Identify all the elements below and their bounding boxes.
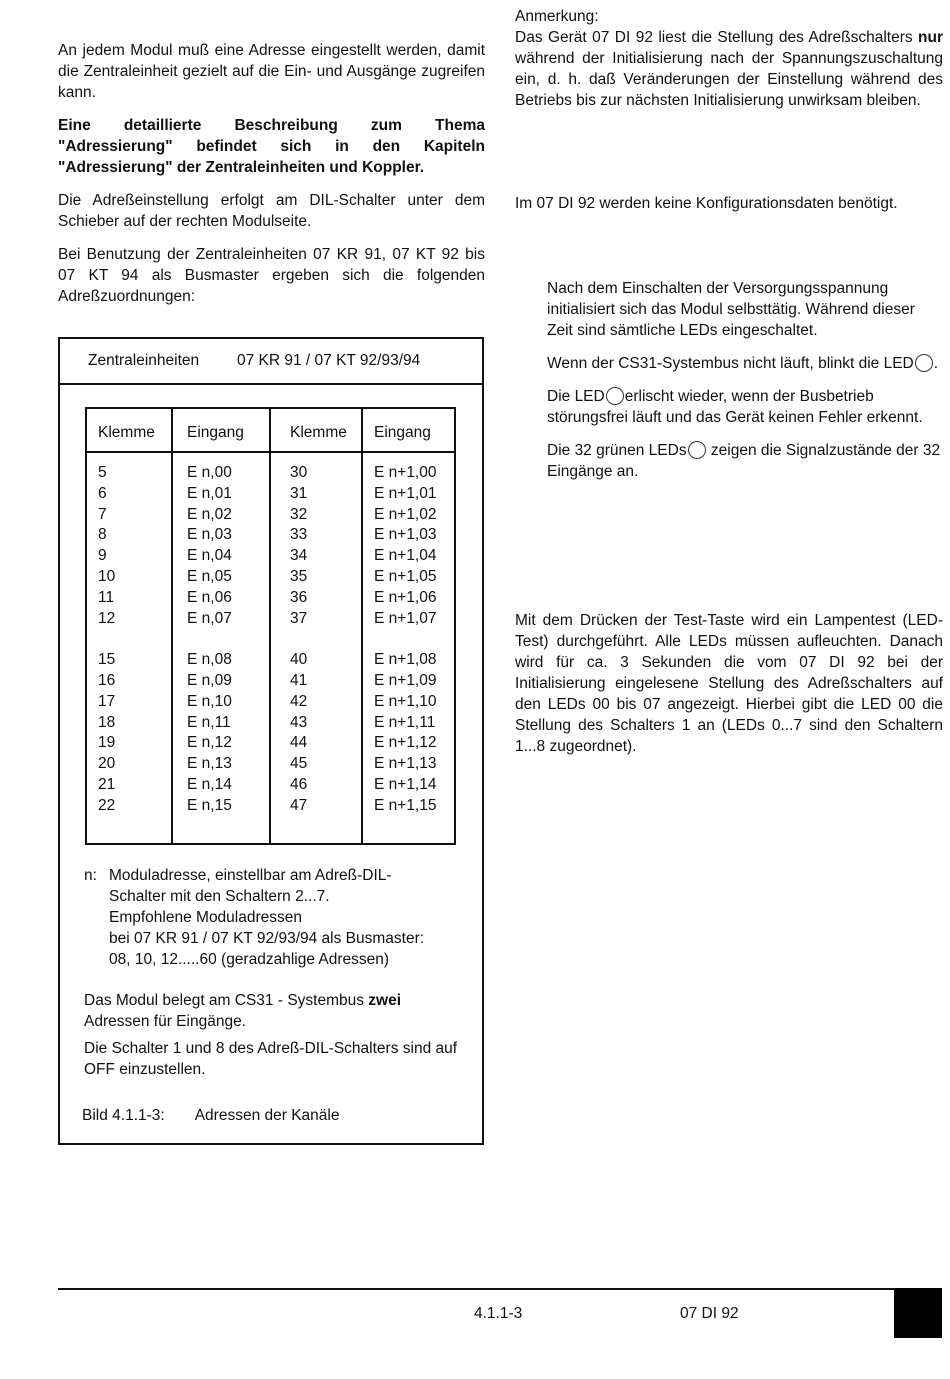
eingang-column-b [374, 463, 436, 817]
chapter-tab-marker [894, 1288, 942, 1338]
figure-header-label: Zentraleinheiten [88, 352, 200, 369]
eingang-cell: E n+1,01 [374, 484, 437, 502]
table-divider [361, 409, 363, 843]
remark-title: Anmerkung: [515, 8, 599, 25]
switch-setting-paragraph: Die Schalter 1 und 8 des Adreß-DIL-Schalters sind auf OFF einzustellen. [84, 1040, 458, 1078]
table-header-klemme: Klemme [98, 424, 155, 441]
eingang-cell: E n,15 [187, 796, 232, 814]
page-number: 4.1.1-3 [474, 1305, 523, 1322]
eingang-cell: E n,14 [187, 775, 232, 793]
eingang-cell: E n,06 [187, 588, 232, 606]
table-header-eingang: Eingang [374, 424, 431, 441]
caption-text: Adressen der Kanäle [194, 1107, 340, 1124]
eingang-cell: E n+1,05 [374, 567, 437, 585]
klemme-cell: 16 [98, 671, 116, 689]
eingang-cell: E n,09 [187, 671, 232, 689]
bus-ok-paragraph [547, 386, 942, 428]
busmaster-paragraph: Bei Benutzung der Zentraleinheiten 07 KR 91, 07 KT 92 bis 07 KT 94 als Busmaster ergeben sich die folgenden Adreßzuordnungen: [58, 246, 485, 305]
figure-header [60, 339, 482, 385]
klemme-cell: 42 [290, 692, 308, 710]
klemme-cell: 5 [98, 464, 107, 481]
figure-header-models: 07 KR 91 / 07 KT 92/93/94 [237, 352, 421, 369]
reference-paragraph: Eine detaillierte Beschreibung zum Thema "Adressierung" befindet sich in den Kapiteln "Adressierung" der Zentraleinheiten und Koppler. [58, 117, 485, 176]
klemme-cell: 44 [290, 734, 308, 752]
klemme-cell: 31 [290, 484, 308, 502]
note-line: Moduladresse, einstellbar am Adreß-DIL- [109, 867, 392, 884]
klemme-cell: 17 [98, 692, 116, 710]
klemme-cell: 18 [98, 713, 116, 731]
eingang-cell: E n+1,15 [374, 796, 437, 814]
init-paragraph: Nach dem Einschalten der Versorgungsspannung initialisiert sich das Modul selbsttätig. Während dieser Zeit sind sämtliche LEDs eingeschaltet. [547, 280, 915, 339]
klemme-cell: 32 [290, 505, 308, 523]
table-divider [171, 409, 173, 843]
document-id: 07 DI 92 [680, 1305, 739, 1322]
klemme-cell: 36 [290, 588, 308, 606]
klemme-cell: 22 [98, 796, 116, 814]
eingang-cell: E n+1,02 [374, 505, 437, 523]
note-line: 08, 10, 12.....60 (geradzahlige Adressen) [109, 951, 390, 968]
eingang-cell: E n+1,07 [374, 609, 437, 627]
led-circle-icon [606, 387, 624, 405]
text-span: Die LED [547, 388, 605, 405]
signal-leds-paragraph [547, 440, 942, 482]
klemme-cell: 11 [98, 588, 115, 606]
eingang-cell: E n,10 [187, 692, 232, 710]
eingang-cell: E n,00 [187, 464, 232, 481]
text-span: Das Modul belegt am CS31 - Systembus [84, 992, 369, 1009]
text-span: Das Gerät 07 DI 92 liest die Stellung des Adreßschalters [515, 29, 919, 46]
klemme-cell: 35 [290, 567, 308, 585]
klemme-cell: 7 [98, 505, 107, 523]
address-table [85, 407, 456, 845]
group-spacer [98, 629, 115, 650]
eingang-cell: E n,07 [187, 609, 232, 627]
group-spacer [187, 629, 232, 650]
eingang-cell: E n,01 [187, 484, 232, 502]
klemme-cell: 21 [98, 775, 116, 793]
klemme-cell: 33 [290, 526, 308, 544]
led-description [547, 278, 942, 494]
klemme-cell: 41 [290, 671, 308, 689]
footer-rule [58, 1288, 894, 1290]
bus-led-paragraph [547, 353, 942, 374]
module-address-note [84, 865, 474, 970]
klemme-column-b [290, 463, 307, 817]
klemme-cell: 43 [290, 713, 308, 731]
klemme-cell: 40 [290, 651, 308, 669]
text-span: während der Initialisierung nach der Spannungszuschaltung ein, d. h. daß Veränderungen der Einstellung während des Betriebs bis zur nächsten Initialisierung unwirksam bleiben. [515, 50, 943, 109]
text-span: . [933, 355, 939, 372]
figure-notes [84, 865, 474, 1080]
note-line: Empfohlene Moduladressen [109, 909, 303, 926]
eingang-cell: E n,13 [187, 755, 232, 773]
led-circle-icon [688, 441, 706, 459]
group-spacer [290, 629, 307, 650]
figure-caption [82, 1105, 339, 1126]
eingang-cell: E n+1,06 [374, 588, 437, 606]
note-label: n: [84, 867, 97, 884]
remark-section [515, 6, 943, 111]
address-figure [58, 337, 484, 1145]
eingang-cell: E n+1,04 [374, 547, 437, 565]
emphasis-span: zwei [368, 992, 402, 1009]
eingang-cell: E n,02 [187, 505, 232, 523]
klemme-column-a [98, 463, 115, 817]
eingang-cell: E n+1,11 [374, 713, 436, 731]
text-span: Adressen für Eingänge. [84, 1013, 246, 1030]
klemme-cell: 10 [98, 567, 116, 585]
klemme-cell: 19 [98, 734, 116, 752]
eingang-cell: E n,12 [187, 734, 232, 752]
text-span: zeigen die Signalzustände der 32 Eingänge an. [547, 442, 941, 480]
klemme-cell: 45 [290, 755, 308, 773]
table-header-rule [87, 451, 454, 453]
text-span: erlischt wieder, wenn der Busbetrieb störungsfrei läuft und das Gerät keinen Fehler erkennt. [547, 388, 923, 426]
address-usage-paragraph [84, 990, 474, 1032]
text-span: Die 32 grünen LEDs [547, 442, 687, 459]
eingang-cell: E n+1,13 [374, 755, 437, 773]
table-header-klemme: Klemme [290, 424, 347, 441]
eingang-cell: E n+1,14 [374, 775, 437, 793]
intro-paragraph: An jedem Modul muß eine Adresse eingestellt werden, damit die Zentraleinheit gezielt auf die Ein- und Ausgänge zugreifen kann. [58, 42, 485, 101]
klemme-cell: 15 [98, 651, 116, 669]
eingang-cell: E n,04 [187, 547, 232, 565]
klemme-cell: 47 [290, 796, 308, 814]
klemme-cell: 8 [98, 526, 107, 544]
dil-switch-paragraph: Die Adreßeinstellung erfolgt am DIL-Schalter unter dem Schieber auf der rechten Modulseite. [58, 192, 485, 230]
klemme-cell: 46 [290, 775, 308, 793]
note-line: Schalter mit den Schaltern 2...7. [109, 888, 330, 905]
eingang-cell: E n,08 [187, 651, 232, 669]
eingang-cell: E n,03 [187, 526, 232, 544]
eingang-cell: E n,05 [187, 567, 232, 585]
klemme-cell: 6 [98, 484, 107, 502]
text-span: Wenn der CS31-Systembus nicht läuft, blinkt die LED [547, 355, 914, 372]
configuration-paragraph: Im 07 DI 92 werden keine Konfigurationsdaten benötigt. [515, 195, 898, 212]
group-spacer [374, 629, 436, 650]
eingang-column-a [187, 463, 232, 817]
eingang-cell: E n+1,12 [374, 734, 437, 752]
eingang-cell: E n+1,08 [374, 651, 437, 669]
eingang-cell: E n+1,09 [374, 671, 437, 689]
klemme-cell: 37 [290, 609, 308, 627]
klemme-cell: 9 [98, 547, 107, 565]
table-divider [269, 409, 271, 843]
note-line: bei 07 KR 91 / 07 KT 92/93/94 als Busmaster: [109, 930, 425, 947]
led-test-paragraph: Mit dem Drücken der Test-Taste wird ein Lampentest (LED-Test) durchgeführt. Alle LEDs müssen aufleuchten. Danach wird für ca. 3 Sekunden die vom 07 DI 92 bei der Initialisierung eingelesene Stellung des Adreßschalters auf den LEDs 00 bis 07 angezeigt. Hierbei gibt die LED 00 die Stellung des Schalters 1 an (LEDs 0...7 sind den Schaltern 1...8 zugeordnet). [515, 612, 943, 755]
eingang-cell: E n+1,10 [374, 692, 437, 710]
eingang-cell: E n+1,00 [374, 464, 437, 481]
remark-paragraph [515, 27, 943, 111]
emphasis-span: nur [918, 29, 943, 46]
led-circle-icon [915, 354, 933, 372]
klemme-cell: 12 [98, 609, 116, 627]
klemme-cell: 34 [290, 547, 308, 565]
eingang-cell: E n,11 [187, 713, 231, 731]
table-header-eingang: Eingang [187, 424, 244, 441]
caption-number: Bild 4.1.1-3: [82, 1107, 165, 1124]
klemme-cell: 20 [98, 755, 116, 773]
left-column [58, 40, 485, 319]
klemme-cell: 30 [290, 464, 308, 481]
eingang-cell: E n+1,03 [374, 526, 437, 544]
